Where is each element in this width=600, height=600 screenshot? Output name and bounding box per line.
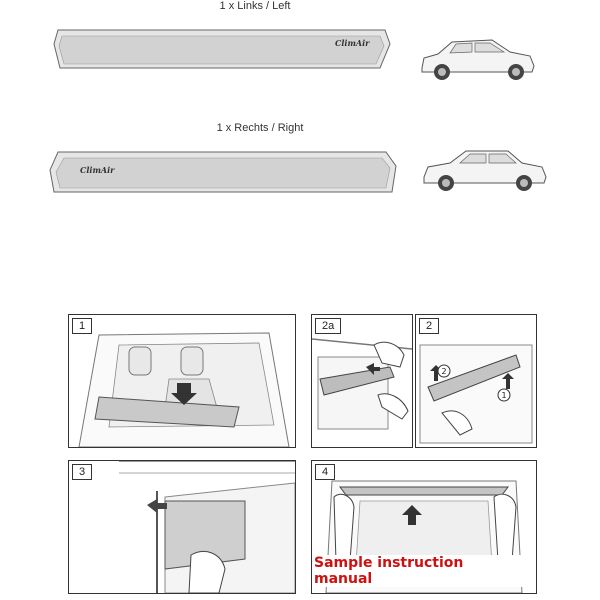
left-part-caption: 1 x Links / Left — [219, 0, 291, 12]
step-number: 4 — [315, 464, 335, 480]
marker-1: 1 — [501, 391, 507, 400]
step-number: 1 — [72, 318, 92, 334]
right-car-illustration — [420, 143, 550, 200]
left-car-illustration — [418, 30, 538, 90]
step-2a-panel — [311, 314, 413, 448]
right-wind-deflector — [46, 146, 401, 203]
step-number: 2a — [315, 318, 341, 334]
marker-2: 2 — [441, 367, 447, 376]
right-part-caption: 1 x Rechts / Right — [216, 122, 304, 134]
step-number: 2 — [419, 318, 439, 334]
left-deflector-logo: ClimAir — [335, 38, 370, 48]
step-4-panel — [311, 460, 537, 594]
sample-watermark: Sample instruction manual — [312, 555, 528, 587]
right-deflector-logo: ClimAir — [80, 165, 115, 175]
step-number: 3 — [72, 464, 92, 480]
step-1-panel — [68, 314, 296, 448]
step-3-panel — [68, 460, 296, 594]
step-2-panel — [415, 314, 537, 448]
left-wind-deflector — [50, 24, 395, 79]
